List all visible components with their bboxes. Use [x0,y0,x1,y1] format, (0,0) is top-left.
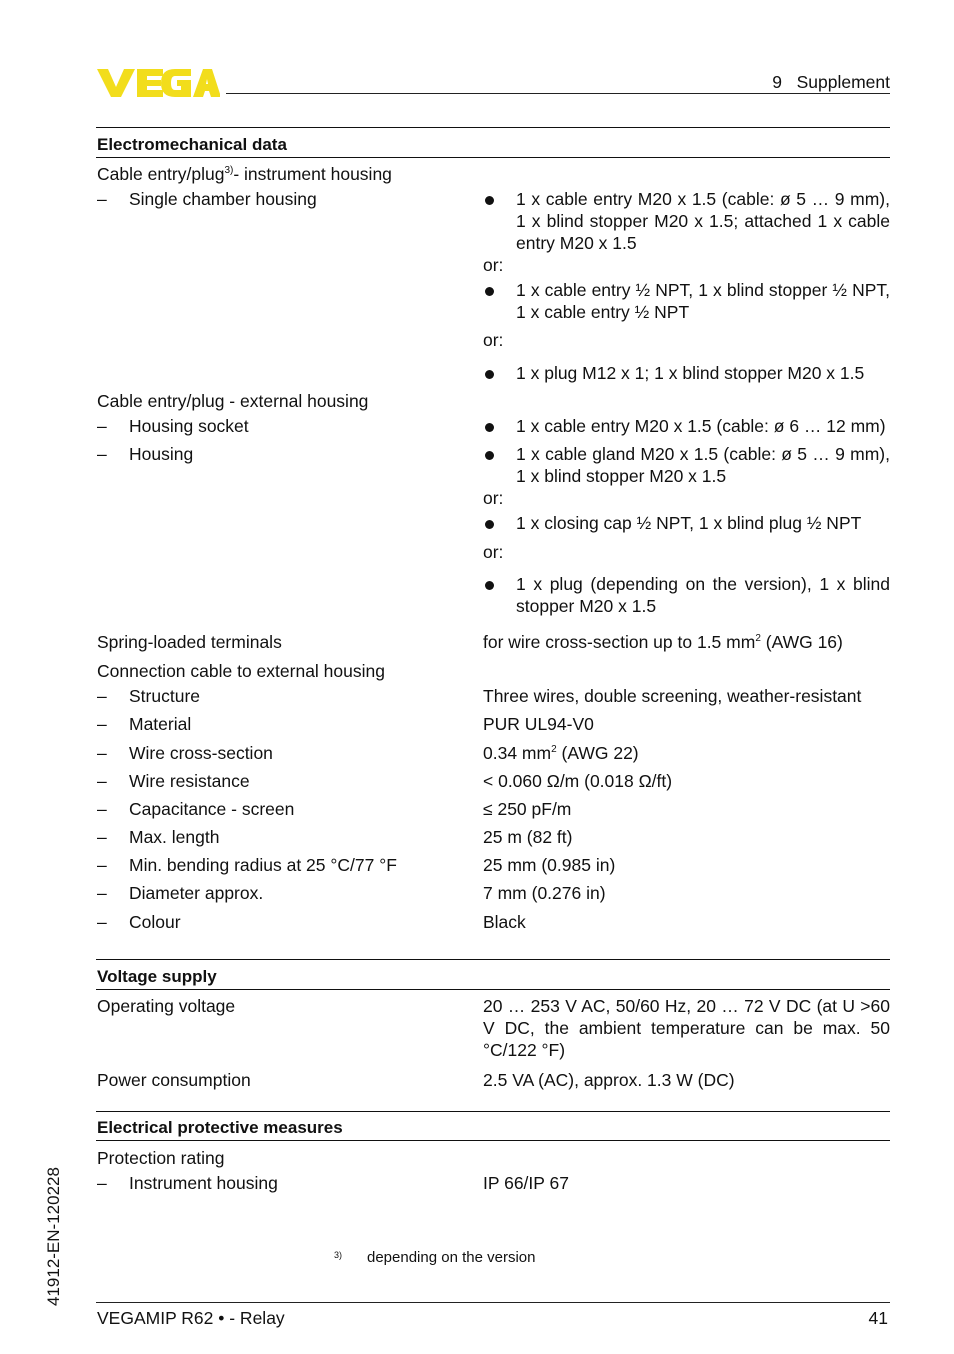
footnote-ref: 3) [224,165,234,176]
section-title-voltage: Voltage supply [97,967,217,986]
cable-entry-label: Cable entry/plug$^{3)}$- instrument housing [97,164,392,184]
single-chamber-label: – Single chamber housing [97,189,317,209]
spring-terminals-value: for wire cross-section up to 1.5 $mm^2$ (AWG 16) [483,632,843,652]
housing-label: – Housing [97,444,194,464]
section-rule-bottom [96,157,890,158]
colour-label: – Colour [97,912,181,932]
section-rule-bottom [96,989,890,990]
housing-socket-label: – Housing socket [97,416,249,436]
bullet-item: 1 x plug M12 x 1; 1 x blind stopper M20 x 1.5 [483,362,890,384]
operating-voltage-label: Operating voltage [97,996,236,1016]
bending-radius-value: 25 mm (0.985 in) [483,855,616,875]
capacitance-label: – Capacitance - screen [97,799,295,819]
header-section-title: 9 Supplement [772,72,890,92]
structure-label: – Structure [97,686,200,706]
material-value: PUR UL94-V0 [483,714,594,734]
footer-rule [96,1302,890,1303]
section-rule-bottom [96,1140,890,1141]
header-rule [226,93,890,94]
document-code: 41912-EN-120228 [44,1167,63,1306]
instrument-housing-value: IP 66/IP 67 [483,1173,569,1193]
bullet-item: 1 x plug (depending on the version), 1 x blind stopper M20 x 1.5 [483,573,890,617]
bullet-item: 1 x cable entry ½ NPT, 1 x blind stopper ½ NPT, 1 x cable entry ½ NPT [483,279,890,323]
wire-cross-section-value: 0.34 $mm^2$ (AWG 22) [483,743,639,763]
power-consumption-value: 2.5 VA (AC), approx. 1.3 W (DC) [483,1070,735,1090]
wire-cross-section-label: – Wire cross-section [97,743,273,763]
instrument-housing-label: – Instrument housing [97,1173,278,1193]
or-text: or: [483,488,504,508]
capacitance-value: ≤ 250 pF/m [483,799,572,819]
section-rule-top [96,1111,890,1112]
wire-resistance-label: – Wire resistance [97,771,250,791]
page-number: 41 [868,1308,888,1328]
material-label: – Material [97,714,192,734]
connection-cable-label: Connection cable to external housing [97,661,385,681]
operating-voltage-value: 20 … 253 V AC, 50/60 Hz, 20 … 72 V DC (at U >60 V DC, the ambient temperature can be max. 50 °C/122 °F) [483,996,890,1060]
or-text: or: [483,542,504,562]
spring-terminals-label: Spring-loaded terminals [97,632,282,652]
max-length-label: – Max. length [97,827,220,847]
colour-value: Black [483,912,526,932]
vega-logo [95,62,220,102]
bullet-item: 1 x cable entry M20 x 1.5 (cable: ø 6 … 12 mm) [483,415,890,437]
section-title-electromechanical: Electromechanical data [97,135,287,154]
protection-rating-label: Protection rating [97,1148,225,1168]
or-text: or: [483,255,504,275]
diameter-label: – Diameter approx. [97,883,264,903]
power-consumption-label: Power consumption [97,1070,251,1090]
structure-value: Three wires, double screening, weather-resistant [483,686,862,706]
bullet-item: 1 x cable gland M20 x 1.5 (cable: ø 5 … 9 mm), 1 x blind stopper M20 x 1.5 [483,443,890,487]
bullet-item: 1 x closing cap ½ NPT, 1 x blind plug ½ NPT [483,512,890,534]
or-text: or: [483,330,504,350]
diameter-value: 7 mm (0.276 in) [483,883,606,903]
external-housing-label: Cable entry/plug - external housing [97,391,369,411]
bullet-item: 1 x cable entry M20 x 1.5 (cable: ø 5 … 9 mm), 1 x blind stopper M20 x 1.5; attached 1 x cable entry M20 x 1.5 [483,188,890,254]
wire-resistance-value: < 0.060 Ω/m (0.018 Ω/ft) [483,771,673,791]
bending-radius-label: – Min. bending radius at 25 °C/77 °F [97,855,397,875]
footer-product: VEGAMIP R62 • - Relay [97,1308,285,1328]
section-rule-top [96,959,890,960]
max-length-value: 25 m (82 ft) [483,827,573,847]
footnote: 3) depending on the version [334,1249,536,1266]
section-rule-top [96,127,890,128]
section-title-protective: Electrical protective measures [97,1118,343,1137]
